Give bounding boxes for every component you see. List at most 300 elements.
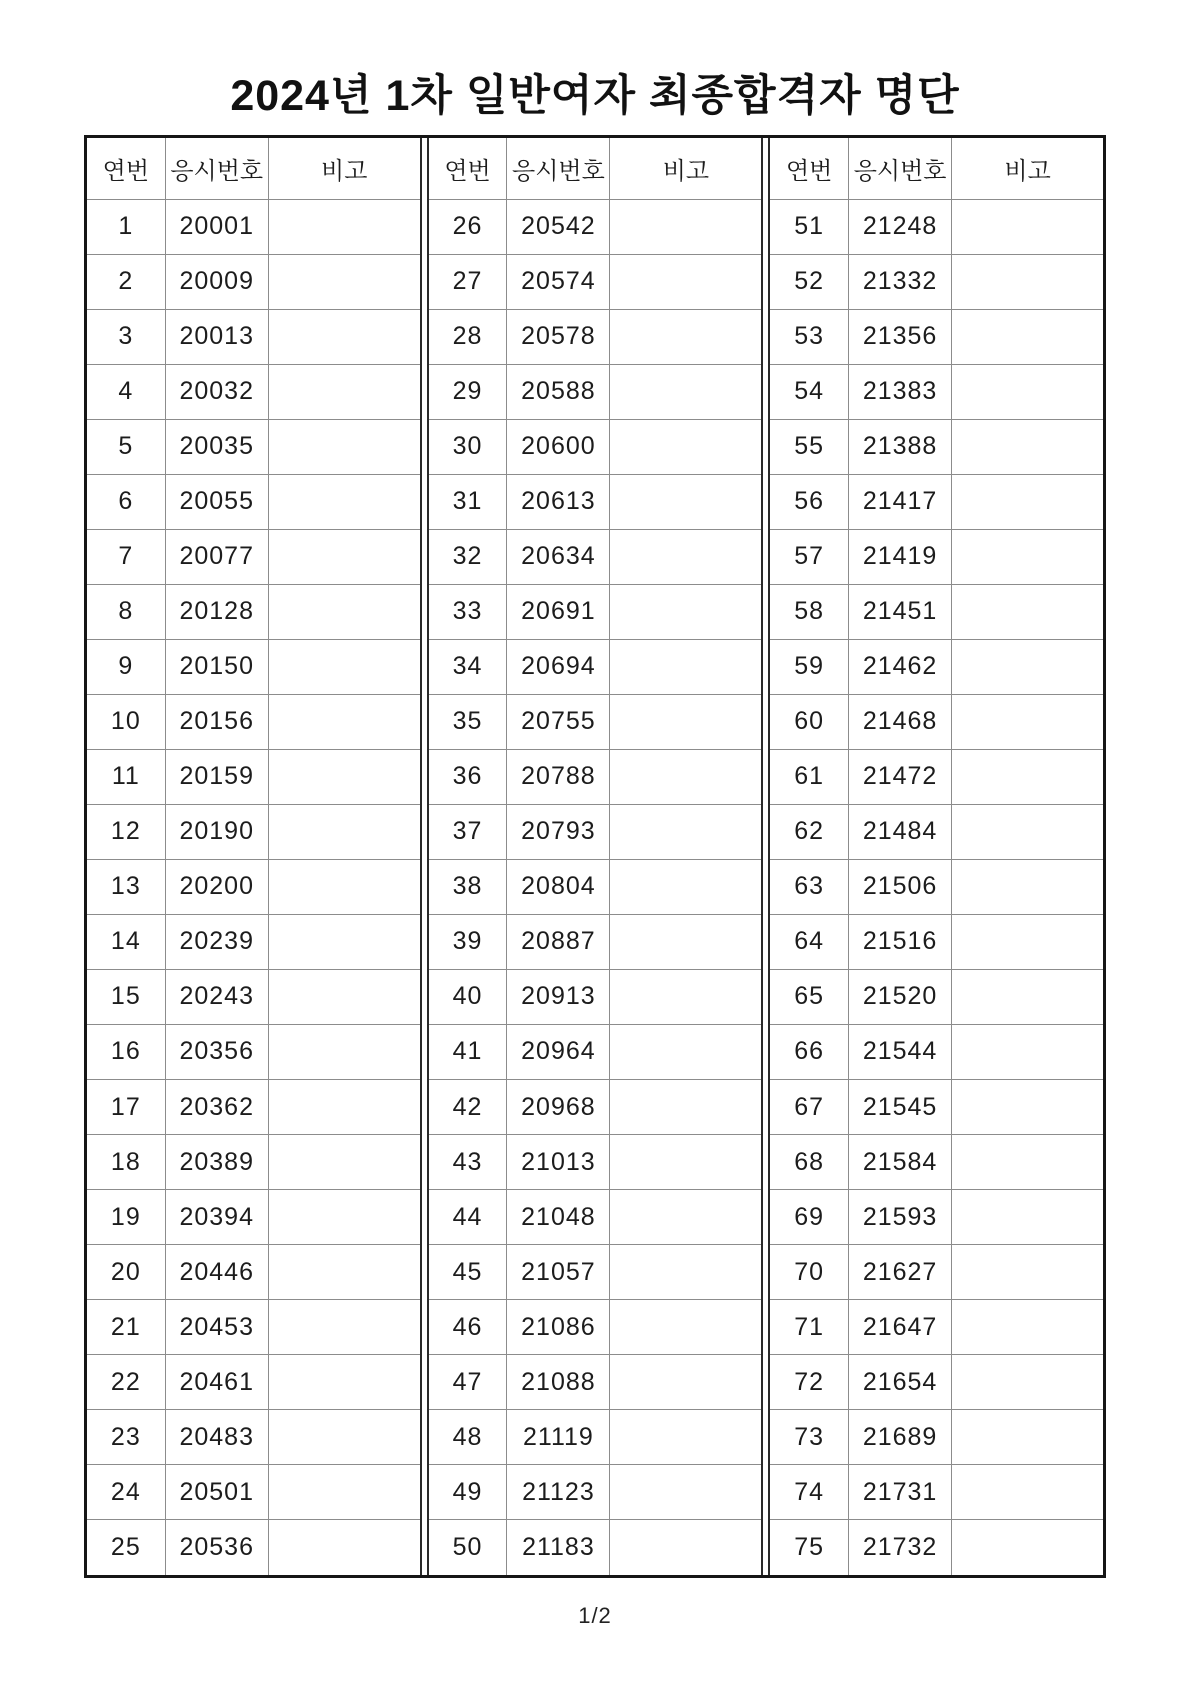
exam-number-cell: 20613 xyxy=(507,474,610,529)
exam-number-cell: 20804 xyxy=(507,859,610,914)
table-row xyxy=(429,364,762,419)
col-header-note: 비고 xyxy=(952,138,1103,199)
serial-cell: 56 xyxy=(770,474,848,529)
serial-cell: 29 xyxy=(429,364,507,419)
note-cell xyxy=(268,1190,419,1245)
note-cell xyxy=(268,474,419,529)
table-row xyxy=(429,584,762,639)
exam-number-cell: 21086 xyxy=(507,1300,610,1355)
note-cell xyxy=(610,419,761,474)
exam-number-cell: 21593 xyxy=(849,1190,952,1245)
col-header-serial: 연번 xyxy=(429,138,507,199)
table-row xyxy=(429,1520,762,1575)
table-row xyxy=(770,639,1103,694)
serial-cell: 43 xyxy=(429,1135,507,1190)
table-row xyxy=(429,1245,762,1300)
exam-number-cell: 21248 xyxy=(849,199,952,254)
serial-cell: 57 xyxy=(770,529,848,584)
note-cell xyxy=(268,1355,419,1410)
exam-number-cell: 20243 xyxy=(165,969,268,1024)
exam-number-cell: 20032 xyxy=(165,364,268,419)
table-row xyxy=(87,529,420,584)
exam-number-cell: 20150 xyxy=(165,639,268,694)
table-row xyxy=(770,584,1103,639)
serial-cell: 63 xyxy=(770,859,848,914)
table-row xyxy=(770,1135,1103,1190)
note-cell xyxy=(610,199,761,254)
note-cell xyxy=(268,749,419,804)
serial-cell: 34 xyxy=(429,639,507,694)
exam-number-cell: 20156 xyxy=(165,694,268,749)
serial-cell: 2 xyxy=(87,254,165,309)
note-cell xyxy=(952,1190,1103,1245)
note-cell xyxy=(952,914,1103,969)
exam-number-cell: 20542 xyxy=(507,199,610,254)
note-cell xyxy=(952,309,1103,364)
table-row xyxy=(429,804,762,859)
table-row xyxy=(770,309,1103,364)
note-cell xyxy=(952,694,1103,749)
serial-cell: 15 xyxy=(87,969,165,1024)
table-row xyxy=(770,1520,1103,1575)
serial-cell: 35 xyxy=(429,694,507,749)
note-cell xyxy=(952,1300,1103,1355)
table-row xyxy=(87,1520,420,1575)
table-row xyxy=(429,1410,762,1465)
table-row xyxy=(87,749,420,804)
exam-number-cell: 21088 xyxy=(507,1355,610,1410)
note-cell xyxy=(610,1410,761,1465)
note-cell xyxy=(952,1520,1103,1575)
note-cell xyxy=(952,364,1103,419)
serial-cell: 20 xyxy=(87,1245,165,1300)
col-header-exam-number: 응시번호 xyxy=(849,138,952,199)
page-number: 1/2 xyxy=(578,1603,612,1628)
table-row xyxy=(429,749,762,804)
exam-number-cell: 20483 xyxy=(165,1410,268,1465)
note-cell xyxy=(610,1465,761,1520)
col-header-serial: 연번 xyxy=(770,138,848,199)
col-header-serial: 연번 xyxy=(87,138,165,199)
exam-number-cell: 20588 xyxy=(507,364,610,419)
serial-cell: 70 xyxy=(770,1245,848,1300)
exam-number-cell: 20574 xyxy=(507,254,610,309)
serial-cell: 45 xyxy=(429,1245,507,1300)
note-cell xyxy=(268,1024,419,1079)
exam-number-cell: 21484 xyxy=(849,804,952,859)
serial-cell: 21 xyxy=(87,1300,165,1355)
exam-number-cell: 20634 xyxy=(507,529,610,584)
serial-cell: 42 xyxy=(429,1080,507,1135)
table-row xyxy=(87,804,420,859)
table-row xyxy=(429,254,762,309)
note-cell xyxy=(610,969,761,1024)
table-row xyxy=(87,1300,420,1355)
note-cell xyxy=(610,639,761,694)
table-row xyxy=(770,969,1103,1024)
exam-number-cell: 20013 xyxy=(165,309,268,364)
table-row xyxy=(87,1355,420,1410)
group-divider xyxy=(420,138,429,1575)
table-row xyxy=(429,1080,762,1135)
serial-cell: 50 xyxy=(429,1520,507,1575)
serial-cell: 62 xyxy=(770,804,848,859)
exam-number-cell: 21516 xyxy=(849,914,952,969)
serial-cell: 7 xyxy=(87,529,165,584)
note-cell xyxy=(610,474,761,529)
note-cell xyxy=(268,199,419,254)
serial-cell: 19 xyxy=(87,1190,165,1245)
note-cell xyxy=(610,914,761,969)
serial-cell: 64 xyxy=(770,914,848,969)
serial-cell: 54 xyxy=(770,364,848,419)
note-cell xyxy=(952,1410,1103,1465)
table-row xyxy=(770,1300,1103,1355)
note-cell xyxy=(268,419,419,474)
serial-cell: 59 xyxy=(770,639,848,694)
roster-table-2 xyxy=(429,138,762,1575)
table-row xyxy=(770,1245,1103,1300)
table-row xyxy=(770,1465,1103,1520)
note-cell xyxy=(952,749,1103,804)
table-row xyxy=(770,804,1103,859)
table-row xyxy=(429,1300,762,1355)
exam-number-cell: 20913 xyxy=(507,969,610,1024)
serial-cell: 14 xyxy=(87,914,165,969)
exam-number-cell: 21048 xyxy=(507,1190,610,1245)
exam-number-cell: 21383 xyxy=(849,364,952,419)
table-row xyxy=(87,914,420,969)
serial-cell: 58 xyxy=(770,584,848,639)
exam-number-cell: 21732 xyxy=(849,1520,952,1575)
exam-number-cell: 20001 xyxy=(165,199,268,254)
table-row xyxy=(770,199,1103,254)
exam-number-cell: 20501 xyxy=(165,1465,268,1520)
serial-cell: 4 xyxy=(87,364,165,419)
serial-cell: 33 xyxy=(429,584,507,639)
table-row xyxy=(87,1024,420,1079)
serial-cell: 74 xyxy=(770,1465,848,1520)
note-cell xyxy=(268,1520,419,1575)
exam-number-cell: 21057 xyxy=(507,1245,610,1300)
note-cell xyxy=(610,1024,761,1079)
table-row xyxy=(429,914,762,969)
note-cell xyxy=(952,529,1103,584)
serial-cell: 24 xyxy=(87,1465,165,1520)
exam-number-cell: 20035 xyxy=(165,419,268,474)
serial-cell: 27 xyxy=(429,254,507,309)
note-cell xyxy=(610,1190,761,1245)
serial-cell: 65 xyxy=(770,969,848,1024)
exam-number-cell: 20536 xyxy=(165,1520,268,1575)
table-row xyxy=(87,694,420,749)
note-cell xyxy=(952,1465,1103,1520)
serial-cell: 55 xyxy=(770,419,848,474)
serial-cell: 13 xyxy=(87,859,165,914)
note-cell xyxy=(610,694,761,749)
note-cell xyxy=(610,859,761,914)
exam-number-cell: 20453 xyxy=(165,1300,268,1355)
serial-cell: 39 xyxy=(429,914,507,969)
exam-number-cell: 21123 xyxy=(507,1465,610,1520)
table-row xyxy=(770,1410,1103,1465)
table-row xyxy=(429,639,762,694)
note-cell xyxy=(952,1245,1103,1300)
serial-cell: 11 xyxy=(87,749,165,804)
note-cell xyxy=(610,529,761,584)
exam-number-cell: 21419 xyxy=(849,529,952,584)
col-header-exam-number: 응시번호 xyxy=(165,138,268,199)
serial-cell: 10 xyxy=(87,694,165,749)
serial-cell: 8 xyxy=(87,584,165,639)
table-row xyxy=(429,529,762,584)
table-row xyxy=(429,969,762,1024)
note-cell xyxy=(952,804,1103,859)
exam-number-cell: 20077 xyxy=(165,529,268,584)
table-row xyxy=(770,364,1103,419)
note-cell xyxy=(268,694,419,749)
table-row xyxy=(429,859,762,914)
exam-number-cell: 21689 xyxy=(849,1410,952,1465)
exam-number-cell: 20009 xyxy=(165,254,268,309)
serial-cell: 75 xyxy=(770,1520,848,1575)
serial-cell: 17 xyxy=(87,1080,165,1135)
exam-number-cell: 20362 xyxy=(165,1080,268,1135)
group-divider xyxy=(761,138,770,1575)
serial-cell: 25 xyxy=(87,1520,165,1575)
serial-cell: 1 xyxy=(87,199,165,254)
table-row xyxy=(770,529,1103,584)
table-row xyxy=(87,1080,420,1135)
table-row xyxy=(87,1410,420,1465)
serial-cell: 40 xyxy=(429,969,507,1024)
note-cell xyxy=(952,1024,1103,1079)
exam-number-cell: 20964 xyxy=(507,1024,610,1079)
serial-cell: 60 xyxy=(770,694,848,749)
serial-cell: 44 xyxy=(429,1190,507,1245)
note-cell xyxy=(610,1300,761,1355)
exam-number-cell: 21520 xyxy=(849,969,952,1024)
table-row xyxy=(429,1465,762,1520)
serial-cell: 3 xyxy=(87,309,165,364)
exam-number-cell: 20446 xyxy=(165,1245,268,1300)
serial-cell: 47 xyxy=(429,1355,507,1410)
note-cell xyxy=(952,419,1103,474)
serial-cell: 71 xyxy=(770,1300,848,1355)
serial-cell: 32 xyxy=(429,529,507,584)
table-row xyxy=(429,1135,762,1190)
exam-number-cell: 21545 xyxy=(849,1080,952,1135)
serial-cell: 12 xyxy=(87,804,165,859)
note-cell xyxy=(610,1080,761,1135)
serial-cell: 61 xyxy=(770,749,848,804)
table-row xyxy=(770,419,1103,474)
exam-number-cell: 20190 xyxy=(165,804,268,859)
exam-number-cell: 21388 xyxy=(849,419,952,474)
exam-number-cell: 21468 xyxy=(849,694,952,749)
exam-number-cell: 21506 xyxy=(849,859,952,914)
serial-cell: 48 xyxy=(429,1410,507,1465)
table-row xyxy=(770,749,1103,804)
serial-cell: 67 xyxy=(770,1080,848,1135)
note-cell xyxy=(952,639,1103,694)
note-cell xyxy=(268,969,419,1024)
table-row xyxy=(770,1080,1103,1135)
table-row xyxy=(770,1190,1103,1245)
table-row xyxy=(87,639,420,694)
exam-number-cell: 20128 xyxy=(165,584,268,639)
note-cell xyxy=(268,804,419,859)
note-cell xyxy=(268,529,419,584)
note-cell xyxy=(610,364,761,419)
serial-cell: 28 xyxy=(429,309,507,364)
col-header-note: 비고 xyxy=(610,138,761,199)
note-cell xyxy=(952,1355,1103,1410)
exam-number-cell: 21544 xyxy=(849,1024,952,1079)
serial-cell: 53 xyxy=(770,309,848,364)
col-header-exam-number: 응시번호 xyxy=(507,138,610,199)
serial-cell: 23 xyxy=(87,1410,165,1465)
exam-number-cell: 21472 xyxy=(849,749,952,804)
exam-number-cell: 21417 xyxy=(849,474,952,529)
header-row xyxy=(87,138,420,199)
table-row xyxy=(770,914,1103,969)
note-cell xyxy=(952,859,1103,914)
exam-number-cell: 21462 xyxy=(849,639,952,694)
serial-cell: 72 xyxy=(770,1355,848,1410)
note-cell xyxy=(952,199,1103,254)
exam-number-cell: 21119 xyxy=(507,1410,610,1465)
table-row xyxy=(429,419,762,474)
serial-cell: 37 xyxy=(429,804,507,859)
table-row xyxy=(429,1024,762,1079)
note-cell xyxy=(952,969,1103,1024)
table-row xyxy=(770,254,1103,309)
note-cell xyxy=(952,1135,1103,1190)
roster-table-1 xyxy=(87,138,420,1575)
serial-cell: 18 xyxy=(87,1135,165,1190)
serial-cell: 66 xyxy=(770,1024,848,1079)
note-cell xyxy=(610,804,761,859)
serial-cell: 31 xyxy=(429,474,507,529)
note-cell xyxy=(268,1245,419,1300)
exam-number-cell: 21654 xyxy=(849,1355,952,1410)
table-row xyxy=(429,309,762,364)
note-cell xyxy=(952,254,1103,309)
serial-cell: 38 xyxy=(429,859,507,914)
note-cell xyxy=(268,859,419,914)
note-cell xyxy=(610,584,761,639)
serial-cell: 52 xyxy=(770,254,848,309)
note-cell xyxy=(268,584,419,639)
exam-number-cell: 21013 xyxy=(507,1135,610,1190)
table-row xyxy=(770,859,1103,914)
exam-number-cell: 20887 xyxy=(507,914,610,969)
table-row xyxy=(87,254,420,309)
exam-number-cell: 20055 xyxy=(165,474,268,529)
note-cell xyxy=(268,1300,419,1355)
exam-number-cell: 20389 xyxy=(165,1135,268,1190)
table-row xyxy=(429,694,762,749)
header-row xyxy=(770,138,1103,199)
note-cell xyxy=(268,309,419,364)
serial-cell: 30 xyxy=(429,419,507,474)
note-cell xyxy=(268,639,419,694)
exam-number-cell: 21647 xyxy=(849,1300,952,1355)
header-row xyxy=(429,138,762,199)
roster-table-3 xyxy=(770,138,1103,1575)
serial-cell: 49 xyxy=(429,1465,507,1520)
table-row xyxy=(770,1355,1103,1410)
table-row xyxy=(429,1190,762,1245)
table-row xyxy=(429,199,762,254)
exam-number-cell: 20356 xyxy=(165,1024,268,1079)
exam-number-cell: 20239 xyxy=(165,914,268,969)
table-row xyxy=(87,859,420,914)
note-cell xyxy=(952,584,1103,639)
exam-number-cell: 20394 xyxy=(165,1190,268,1245)
serial-cell: 5 xyxy=(87,419,165,474)
serial-cell: 73 xyxy=(770,1410,848,1465)
table-row xyxy=(87,199,420,254)
note-cell xyxy=(610,1135,761,1190)
table-row xyxy=(87,1135,420,1190)
serial-cell: 6 xyxy=(87,474,165,529)
note-cell xyxy=(268,1410,419,1465)
exam-number-cell: 20200 xyxy=(165,859,268,914)
note-cell xyxy=(268,1135,419,1190)
serial-cell: 26 xyxy=(429,199,507,254)
col-header-note: 비고 xyxy=(268,138,419,199)
note-cell xyxy=(952,474,1103,529)
serial-cell: 9 xyxy=(87,639,165,694)
note-cell xyxy=(610,1355,761,1410)
serial-cell: 51 xyxy=(770,199,848,254)
note-cell xyxy=(610,749,761,804)
exam-number-cell: 20578 xyxy=(507,309,610,364)
roster-table-frame xyxy=(84,135,1106,1578)
serial-cell: 46 xyxy=(429,1300,507,1355)
table-row xyxy=(770,694,1103,749)
serial-cell: 68 xyxy=(770,1135,848,1190)
table-row xyxy=(429,474,762,529)
exam-number-cell: 21451 xyxy=(849,584,952,639)
exam-number-cell: 20755 xyxy=(507,694,610,749)
serial-cell: 41 xyxy=(429,1024,507,1079)
table-row xyxy=(87,584,420,639)
exam-number-cell: 20694 xyxy=(507,639,610,694)
serial-cell: 69 xyxy=(770,1190,848,1245)
serial-cell: 16 xyxy=(87,1024,165,1079)
exam-number-cell: 20600 xyxy=(507,419,610,474)
note-cell xyxy=(268,364,419,419)
exam-number-cell: 20461 xyxy=(165,1355,268,1410)
serial-cell: 22 xyxy=(87,1355,165,1410)
table-row xyxy=(87,1465,420,1520)
exam-number-cell: 21183 xyxy=(507,1520,610,1575)
exam-number-cell: 20159 xyxy=(165,749,268,804)
table-row xyxy=(87,1245,420,1300)
exam-number-cell: 21332 xyxy=(849,254,952,309)
serial-cell: 36 xyxy=(429,749,507,804)
exam-number-cell: 21731 xyxy=(849,1465,952,1520)
note-cell xyxy=(610,254,761,309)
page-title: 2024년 1차 일반여자 최종합격자 명단 xyxy=(230,72,960,120)
exam-number-cell: 20968 xyxy=(507,1080,610,1135)
note-cell xyxy=(952,1080,1103,1135)
exam-number-cell: 21584 xyxy=(849,1135,952,1190)
exam-number-cell: 20691 xyxy=(507,584,610,639)
